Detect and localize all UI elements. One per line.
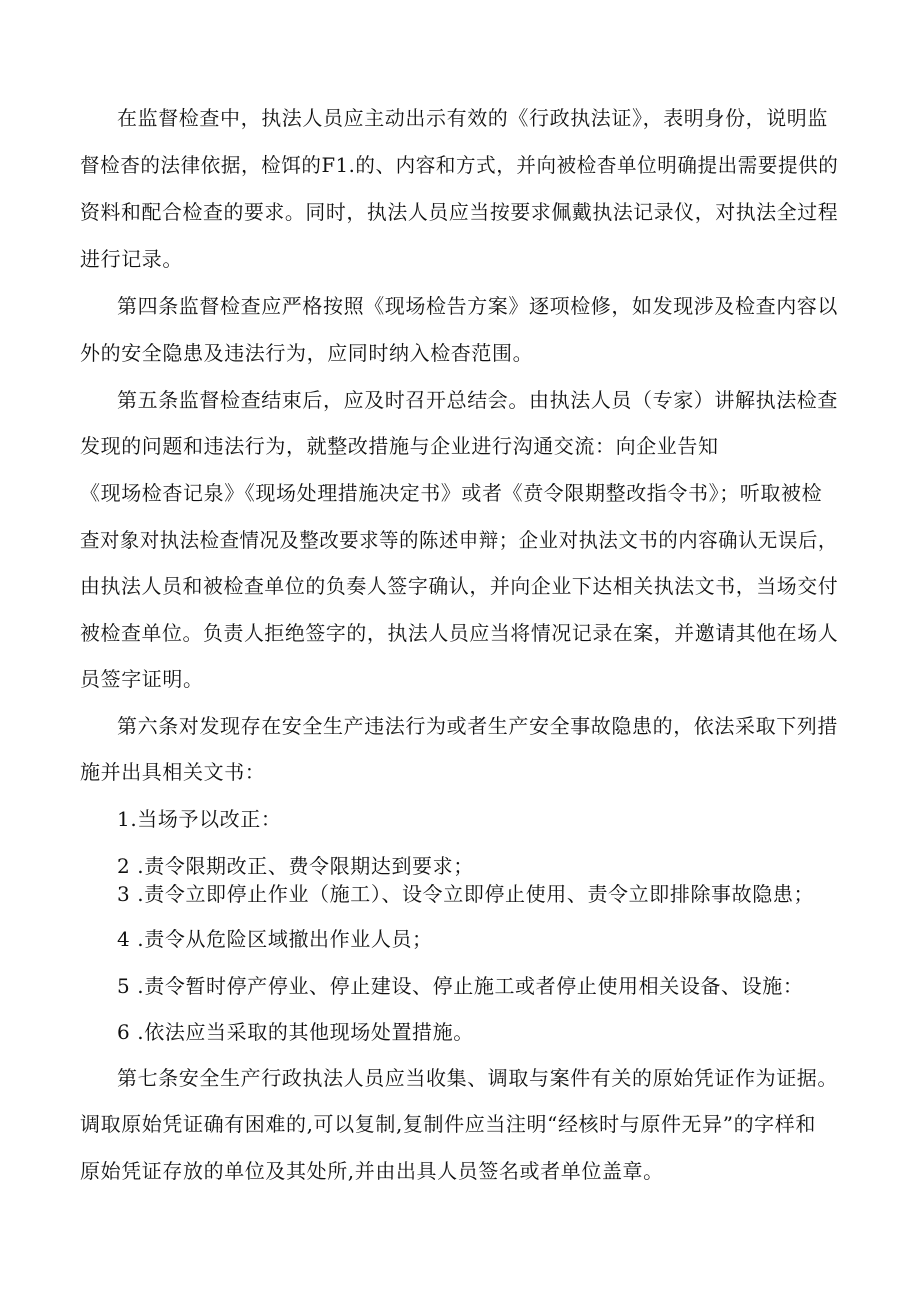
text-line: 第四条监督检查应严格按照《现场检告方案》逐项检修，如发现涉及检查内容以	[117, 294, 838, 318]
text-line: 原始凭证存放的单位及其处所,并由出具人员签名或者单位盖章。	[80, 1159, 664, 1183]
text-line: 进行记录。	[80, 247, 183, 271]
text-line: 由执法人员和被检查单位的负奏人签字确认，并向企业下达相关执法文书，当场交付	[80, 574, 839, 598]
text-line: 施并出具相关文书：	[80, 760, 266, 784]
text-line: 被检查单位。负责人拒绝签字的，执法人员应当将情况记录在案，并邀请其他在场人	[80, 621, 839, 645]
text-line: 第六条对发现存在安全生产违法行为或者生产安全事故隐患的，依法采取下列措	[117, 714, 838, 738]
list-item: 1.当场予以改正：	[117, 807, 282, 831]
text-line: 调取原始凭证确有困难的,可以复制,复制件应当注明“经核时与原件无异”的字样和	[80, 1112, 816, 1136]
list-item: 3 .责令立即停止作业（施工）、设令立即停止使用、责令立即排除事故隐患；	[117, 882, 815, 906]
text-line: 督检杳的法律依据，检饵的F1.的、内容和方式，并向被检杳单位明确提出需要提供的	[80, 153, 839, 177]
text-line: 员签字证明。	[80, 667, 204, 691]
list-item: 4 .责令从危险区域撤出作业人员；	[117, 927, 433, 951]
text-line: 外的安全隐患及违法行为，应同时纳入检杳范围。	[80, 341, 534, 365]
text-line: 第七条安全生产行政执法人员应当收集、调取与案件有关的原始凭证作为证据。	[117, 1066, 838, 1090]
list-item: 6 .依法应当采取的其他现场处置措施。	[117, 1020, 474, 1044]
text-line: 查对象对执法检查情况及整改要求等的陈述申辩；企业对执法文书的内容确认无误后，	[80, 528, 838, 552]
text-line: 资料和配合检查的要求。同时，执法人员应当按要求佩戴执法记录仪，对执法全过程	[80, 200, 839, 224]
list-item: 2 .责令限期改正、费令限期达到要求；	[117, 854, 474, 878]
text-line: 《现场检杳记泉》《现场处理措施决定书》或者《贲令限期整改指令书》；听取被检	[80, 481, 823, 505]
text-line: 发现的问题和违法行为，就整改措施与企业进行沟通交流：向企业告知	[80, 434, 719, 458]
list-item: 5 .责令暂时停产停业、停止建设、停止施工或者停止使用相关设备、设施：	[117, 974, 804, 998]
text-line: 在监督检查中，执法人员应主动出示有效的《行政执法证》，表明身份，说明监	[117, 106, 828, 130]
text-line: 第五条监督检查结束后，应及时召开总结会。由执法人员（专家）讲解执法检查	[117, 388, 838, 412]
